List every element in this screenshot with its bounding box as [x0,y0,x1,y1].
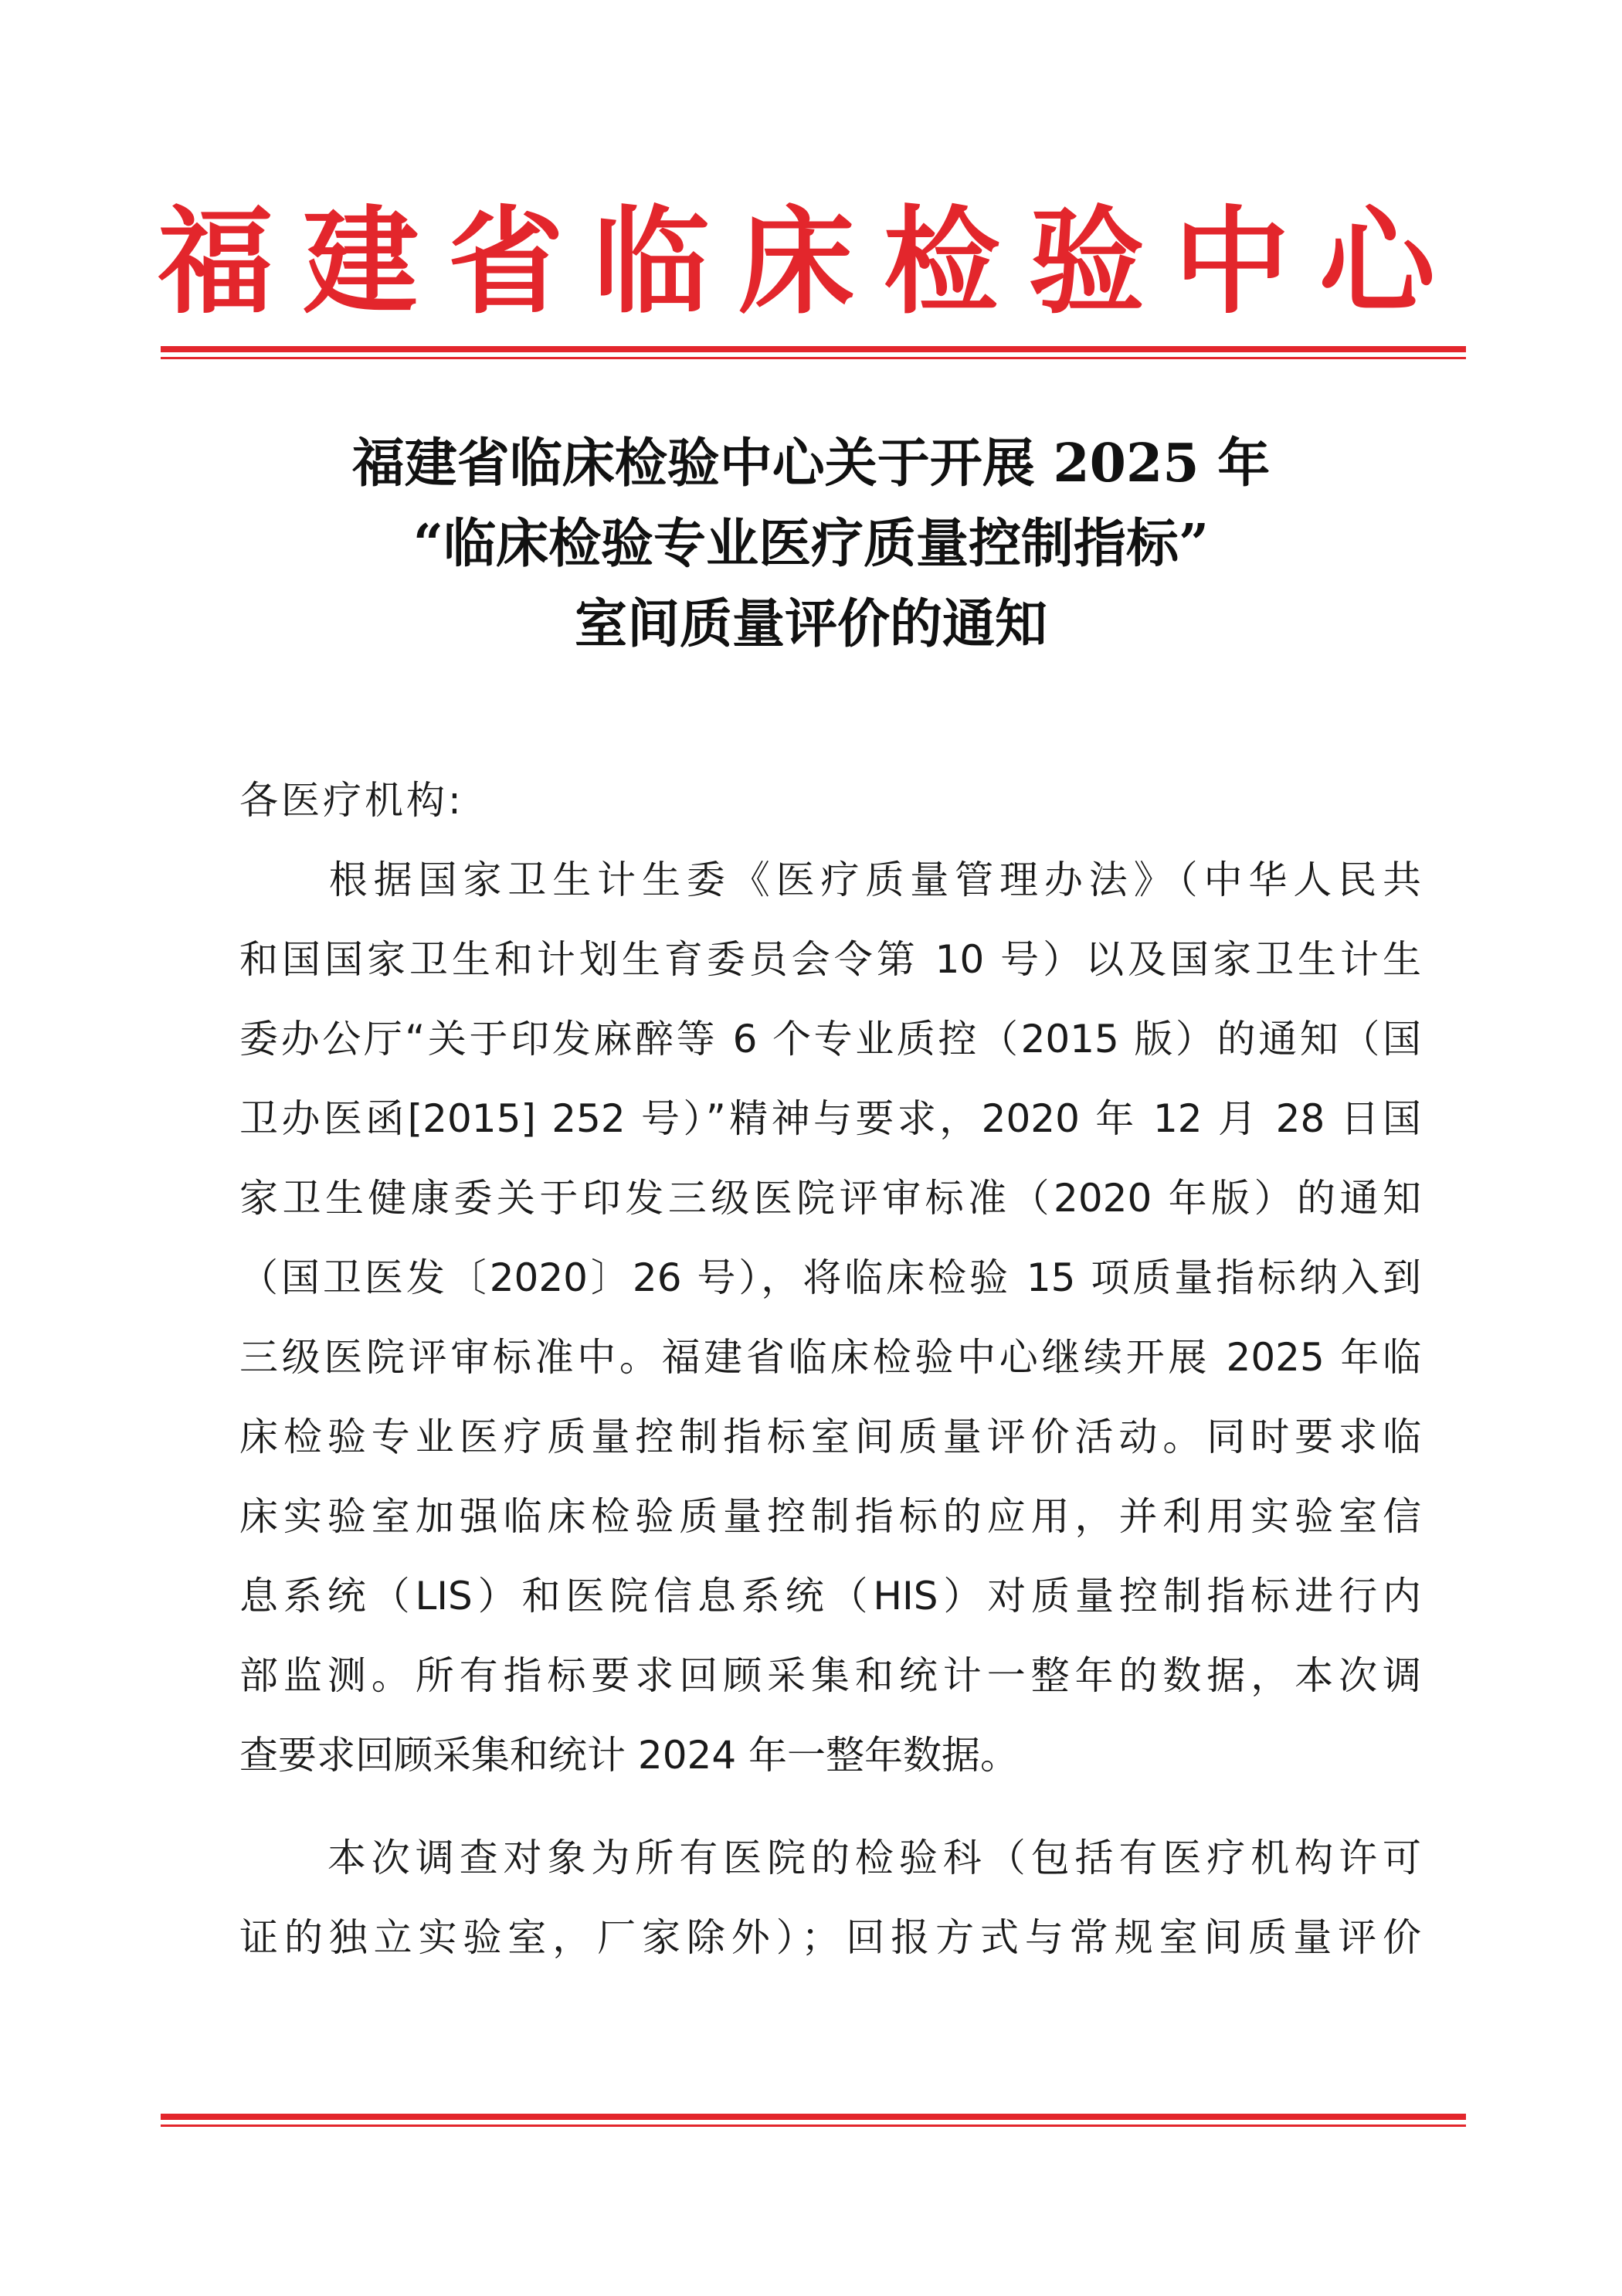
paragraph-line: 委办公厅“关于印发麻醉等 6 个专业质控（2015 版）的通知（国 [239,1017,1421,1061]
paragraph-line: 卫办医函[2015] 252 号）”精神与要求，2020 年 12 月 28 日国 [239,1096,1421,1141]
paragraph-line: 查要求回顾采集和统计 2024 年一整年数据。 [239,1733,1020,1778]
paragraph-line: 家卫生健康委关于印发三级医院评审标准（2020 年版）的通知 [239,1176,1421,1221]
paragraph-line: 证的独立实验室，厂家除外）；回报方式与常规室间质量评价 [239,1915,1421,1960]
paragraph-line: 息系统（LIS）和医院信息系统（HIS）对质量控制指标进行内 [239,1574,1421,1618]
title-line-2: “临床检验专业医疗质量控制指标” [412,513,1210,575]
paragraph-line: 和国国家卫生和计划生育委员会令第 10 号）以及国家卫生计生 [239,937,1421,982]
paragraph-2 [239,1819,1421,1978]
footer-rule [161,2114,1466,2127]
paragraph-line: （国卫医发〔2020〕26 号），将临床检验 15 项质量指标纳入到 [239,1255,1421,1300]
paragraph-line: 床实验室加强临床检验质量控制指标的应用，并利用实验室信 [239,1494,1421,1539]
paragraph-line: 床检验专业医疗质量控制指标室间质量评价活动。同时要求临 [239,1415,1421,1459]
paragraph-line: 根据国家卫生计生委《医疗质量管理办法》（中华人民共 [239,858,1421,902]
document-title [154,423,1468,664]
document-body [239,761,1421,1978]
letterhead-org-name: 福建省临床检验中心 [157,195,1464,330]
paragraph-line: 部监测。所有指标要求回顾采集和统计一整年的数据，本次调 [239,1653,1421,1698]
paragraph-1 [239,841,1421,1795]
title-line-1: 福建省临床检验中心关于开展 2025 年 [351,433,1271,494]
letterhead-top-rule [161,346,1466,359]
paragraph-line: 本次调查对象为所有医院的检验科（包括有医疗机构许可 [239,1836,1421,1880]
salutation: 各医疗机构: [239,778,464,823]
title-line-3: 室间质量评价的通知 [574,593,1047,655]
paragraph-line: 三级医院评审标准中。福建省临床检验中心继续开展 2025 年临 [239,1335,1421,1380]
